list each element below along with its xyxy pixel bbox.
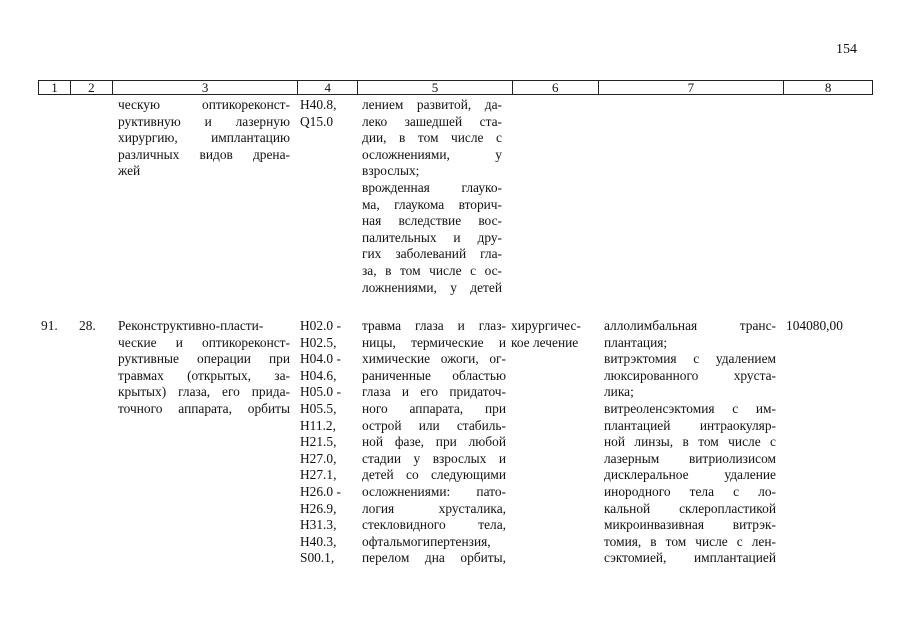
text-line: хирургичес- xyxy=(511,318,581,333)
text-line: ного аппарата, при xyxy=(362,400,506,416)
table-header-row xyxy=(38,80,873,95)
row-main-diagnosis-cell xyxy=(362,318,506,567)
row-main-codes-cell xyxy=(300,318,356,567)
text-line: ложнениями, у детей xyxy=(362,279,502,295)
text-line: дисклеральное удаление xyxy=(604,467,776,483)
text-line: ческие и оптикореконст- xyxy=(118,334,290,350)
header-col-8: 8 xyxy=(824,80,832,95)
text-line: хирургию, имплантацию xyxy=(118,130,290,146)
text-line: травмах (открытых, за- xyxy=(118,367,290,383)
header-col-3: 3 xyxy=(113,81,299,94)
text-line: микроинвазивная витрэк- xyxy=(604,517,776,533)
text-line: врожденная глауко- xyxy=(362,179,502,195)
code-line: H27.0, xyxy=(300,450,337,466)
text-line: перелом дна орбиты, xyxy=(362,550,506,566)
code-line: Q15.0 xyxy=(300,113,334,129)
code-line: H27.1, xyxy=(300,467,337,483)
code-line: H40.8, xyxy=(300,97,337,112)
header-col-2: 2 xyxy=(71,81,113,94)
text-line: леко зашедшей ста- xyxy=(362,113,502,129)
text-line: осложнениями: пато- xyxy=(362,483,506,499)
text-line: руктивные операции при xyxy=(118,351,290,367)
header-col-5: 5 xyxy=(358,81,513,94)
text-line: точного аппарата, орбиты xyxy=(118,400,290,416)
text-line: детей со следующими xyxy=(362,467,506,483)
text-line: стекловидного тела, xyxy=(362,517,506,533)
code-line: H21.5, xyxy=(300,434,337,450)
text-line: травма глаза и глаз- xyxy=(362,318,506,333)
text-line: люксированного хруста- xyxy=(604,367,776,383)
text-line: аллолимбальная транс- xyxy=(604,318,776,333)
text-line: крытых) глаза, его прида- xyxy=(118,384,290,400)
code-line: H05.0 - xyxy=(300,384,341,400)
code-line: H04.0 - xyxy=(300,351,341,367)
row-top-codes-cell xyxy=(300,97,356,130)
header-col-6: 6 xyxy=(513,81,599,94)
code-line: H04.6, xyxy=(300,367,337,383)
text-line: различных видов дрена- xyxy=(118,146,290,162)
code-line: H26.0 - xyxy=(300,483,341,499)
code-line: H11.2, xyxy=(300,417,336,433)
code-line: S00.1, xyxy=(300,550,335,566)
text-line: ма, глаукома вторич- xyxy=(362,196,502,212)
code-line: H26.9, xyxy=(300,500,337,516)
header-col-1: 1 xyxy=(39,81,71,94)
text-line: за, в том числе с ос- xyxy=(362,262,502,278)
text-line: стадии у взрослых и xyxy=(362,450,506,466)
code-line: H02.5, xyxy=(300,334,337,350)
text-line: ницы, термические и xyxy=(362,334,506,350)
row-main-cost-cell: 104080,00 xyxy=(786,318,843,333)
text-line: офтальмогипертензия, xyxy=(362,533,491,549)
text-line: ной фазе, при любой xyxy=(362,434,506,450)
text-line: ная вследствие вос- xyxy=(362,213,502,229)
text-line: витрэктомия с удалением xyxy=(604,351,776,367)
text-line: ной линзы, в том числе с xyxy=(604,434,776,450)
header-col-7: 7 xyxy=(599,81,785,94)
header-col-4: 4 xyxy=(298,81,358,94)
text-line: лением развитой, да- xyxy=(362,97,502,112)
row-top-diagnosis-cell xyxy=(362,97,502,296)
text-line: лика; xyxy=(604,384,634,400)
text-line: дии, в том числе с xyxy=(362,130,502,146)
text-line: плантацией интраокуляр- xyxy=(604,417,776,433)
text-line: кальной склеропластикой xyxy=(604,500,776,516)
text-line: раниченные областью xyxy=(362,367,506,383)
text-line: гих заболеваний гла- xyxy=(362,246,502,262)
text-line: Реконструктивно-пласти- xyxy=(118,318,264,333)
text-line: ческую оптикореконст- xyxy=(118,97,290,112)
text-line: витреоленсэктомия с им- xyxy=(604,400,776,416)
text-line: химические ожоги, ог- xyxy=(362,351,506,367)
text-line: логия хрусталика, xyxy=(362,500,506,516)
text-line: взрослых; xyxy=(362,163,420,179)
row-main-treatment-type-cell xyxy=(511,318,595,351)
code-line: H02.0 - xyxy=(300,318,341,333)
row-main-method-description-cell xyxy=(604,318,776,567)
text-line: томия, в том числе с лен- xyxy=(604,533,776,549)
row-number: 91. xyxy=(41,318,58,333)
row-main-method-cell xyxy=(118,318,290,418)
code-line: H40.3, xyxy=(300,533,337,549)
text-line: глаза и его придаточ- xyxy=(362,384,506,400)
text-line: палительных и дру- xyxy=(362,229,502,245)
page-number: 154 xyxy=(836,42,857,57)
text-line: плантация; xyxy=(604,334,668,350)
text-line: жей xyxy=(118,163,141,179)
code-line: H31.3, xyxy=(300,517,337,533)
group-number: 28. xyxy=(79,318,96,333)
text-line: инородного тела с ло- xyxy=(604,483,776,499)
text-line: осложнениями, у xyxy=(362,146,502,162)
text-line: руктивную и лазерную xyxy=(118,113,290,129)
text-line: кое лечение xyxy=(511,334,579,350)
text-line: сэктомией, имплантацией xyxy=(604,550,776,566)
text-line: лазерным витриолизисом xyxy=(604,450,776,466)
row-top-method-cell xyxy=(118,97,290,180)
text-line: острой или стабиль- xyxy=(362,417,506,433)
code-line: H05.5, xyxy=(300,400,337,416)
